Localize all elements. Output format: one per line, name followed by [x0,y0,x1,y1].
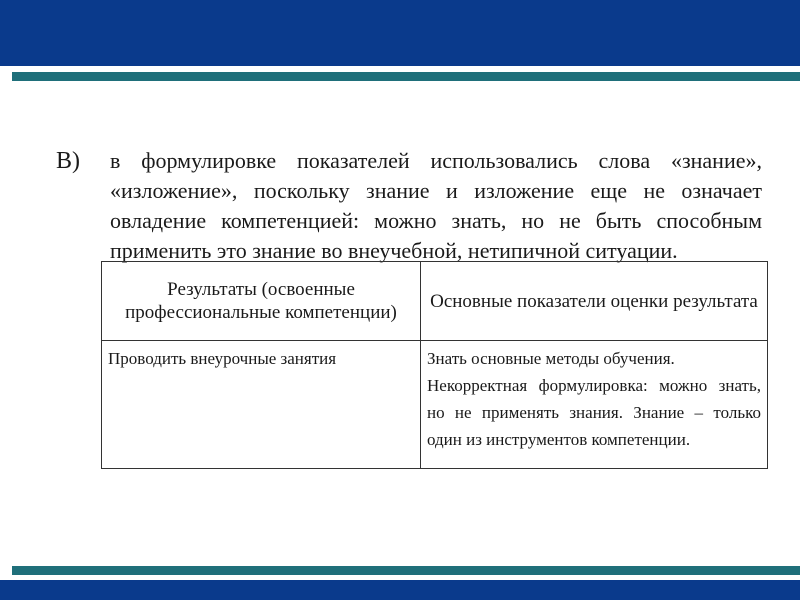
criteria-note: Некорректная формулировка: можно знать, но не применять знания. Знание – только один из инструментов компетенции. [427,376,761,449]
criteria-text: Знать основные методы обучения. [427,349,675,368]
point-text: в формулировке показателей использовались слова «знание», «изложение», поскольку знание и изложение еще не означает овладение компетенцией: можно знать, но не быть способным применить это знание во внеучебной, нетипичной ситуации. [110,148,762,263]
header-accent-stripe [12,72,800,81]
footer-band [0,580,800,600]
cell-criteria [421,341,768,469]
header-results: Результаты (освоенные профессиональные компетенции) [102,262,421,341]
header-indicators: Основные показатели оценки результата [421,262,768,341]
table-header-row [102,262,768,341]
point-marker: В) [56,148,80,174]
results-table [101,261,768,469]
table-row [102,341,768,469]
cell-result: Проводить внеурочные занятия [102,341,421,469]
header-band [0,0,800,66]
footer-accent-stripe [12,566,800,575]
